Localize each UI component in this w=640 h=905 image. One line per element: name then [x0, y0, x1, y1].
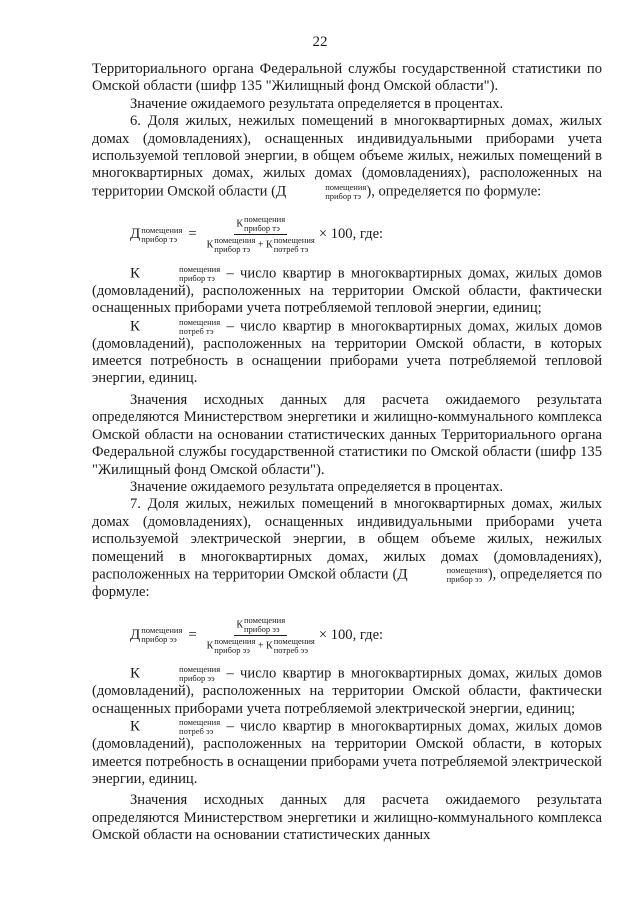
paragraph: Значение ожидаемого результата определяется в процентах. [130, 95, 504, 112]
symbol-K: К [130, 718, 141, 735]
subscript: прибор тэ [141, 233, 178, 244]
symbol-indices [141, 665, 220, 683]
definition [92, 665, 602, 718]
subscript: потреб тэ [273, 244, 309, 255]
definition [92, 318, 602, 388]
superscript: помещения [179, 263, 221, 274]
symbol-indices [287, 183, 366, 201]
subscript: прибор ээ [243, 623, 280, 634]
symbol-indices [214, 236, 255, 254]
paragraph-item-7 [92, 496, 602, 601]
definition [92, 265, 602, 318]
equals-sign: = [188, 626, 197, 643]
definition-text: – число квартир в многоквартирных домах, жилых домов (домовладений), расположенных на территории Омской области, в которых имеется потребность в оснащении приборами учета потребляемой электрической энергии, единиц. [92, 718, 602, 787]
symbol-indices [141, 265, 220, 283]
page-number: 22 [312, 34, 328, 50]
superscript: помещения [273, 235, 315, 246]
denominator [207, 636, 315, 655]
definition-text: – число квартир в многоквартирных домах, жилых домов (домовладений), расположенных на территории Омской области, в которых имеется потребность в оснащении приборами учета потребляемой тепловой энергии, единиц. [92, 318, 602, 387]
subscript: прибор ээ [446, 573, 483, 584]
symbol-K: К [206, 640, 214, 652]
subscript: потреб ээ [273, 644, 308, 655]
subscript: потреб тэ [179, 325, 214, 336]
symbol-D: Д [397, 566, 408, 583]
plus-sign: + [257, 239, 264, 251]
subscript: прибор ээ [179, 673, 215, 684]
superscript: помещения [325, 181, 367, 192]
symbol-K: К [130, 665, 141, 682]
superscript: помещения [214, 235, 256, 246]
definition-text: – число квартир в многоквартирных домах, жилых домов (домовладений), расположенных на территории Омской области, фактически оснащенных приборами учета потребляемой электрической энергии, единиц; [92, 665, 602, 717]
symbol-K: К [266, 239, 273, 251]
symbol-indices [141, 718, 220, 736]
plus-sign: + [257, 640, 264, 652]
superscript: помещения [214, 635, 256, 646]
paragraph-text: ), определяется по формуле: [366, 183, 542, 200]
superscript: помещения [179, 316, 221, 327]
subscript: прибор тэ [325, 190, 362, 201]
symbol-indices [274, 637, 315, 655]
symbol-indices [244, 215, 285, 233]
symbol-K: К [266, 640, 273, 652]
paragraph-item-6 [92, 113, 602, 201]
subscript: прибор ээ [141, 634, 177, 645]
superscript: помещения [273, 635, 315, 646]
formula-heat [130, 213, 602, 257]
symbol-indices [274, 236, 315, 254]
symbol-K: К [130, 318, 141, 334]
paragraph-text: ), определяется по формуле: [92, 566, 602, 600]
numerator [234, 215, 287, 235]
symbol-D: Д [130, 226, 141, 243]
symbol-K: К [206, 239, 214, 251]
paragraph-text: 7. Доля жилых, нежилых помещений в многоквартирных домах, жилых домах (домовладениях), оснащенных индивидуальными приборами учета используемой электрической энергии, в общем объеме жилых, нежилых помещений в многоквартирных домах, жилых домах (домовладениях), расположенных на территории Омской области ( [92, 496, 602, 583]
symbol-indices [141, 626, 182, 644]
equals-sign: = [188, 226, 197, 243]
paragraph: Значения исходных данных для расчета ожидаемого результата определяются Министерством энергетики и жилищно-коммунального комплекса Омской области на основании статистических данных [92, 792, 602, 844]
symbol-K: К [130, 265, 141, 282]
paragraph: Значения исходных данных для расчета ожидаемого результата определяются Министерством энергетики и жилищно-коммунального комплекса Омской области на основании статистических данных Территориального органа Федеральной службы государственной статистики по Омской области (шифр 135 "Жилищный фонд Омской области"). [92, 391, 602, 478]
symbol-indices [244, 616, 285, 634]
paragraph: Территориального органа Федеральной службы государственной статистики по Омской области (шифр 135 "Жилищный фонд Омской области"). [92, 61, 602, 95]
definition [92, 718, 602, 788]
symbol-K: К [236, 218, 243, 230]
superscript: помещения [243, 214, 286, 225]
paragraph: Значение ожидаемого результата определяется в процентах. [130, 478, 504, 495]
subscript: прибор тэ [243, 223, 280, 234]
fraction [207, 616, 315, 655]
symbol-indices [214, 637, 255, 655]
denominator [207, 235, 315, 254]
paragraph-text: 6. Доля жилых, нежилых помещений в многоквартирных домах, жилых домах (домовладениях), оснащенных индивидуальными приборами учета используемой тепловой энергии, в общем объеме жилых, нежилых помещений в многоквартирных домах, жилых домах (домовладениях), расположенных на территории Омской области ( [92, 113, 602, 200]
definition-text: – число квартир в многоквартирных домах, жилых домов (домовладений), расположенных на территории Омской области, фактически оснащенных приборами учета потребляемой тепловой энергии, единиц; [92, 265, 602, 317]
superscript: помещения [141, 224, 183, 235]
symbol-D: Д [275, 183, 287, 200]
superscript: помещения [179, 717, 221, 728]
symbol-D: Д [130, 626, 141, 643]
subscript: прибор тэ [179, 272, 215, 283]
superscript: помещения [141, 625, 183, 636]
subscript: прибор ээ [214, 644, 250, 655]
symbol-indices [409, 566, 488, 584]
superscript: помещения [179, 664, 221, 675]
superscript: помещения [243, 614, 286, 625]
fraction [207, 215, 315, 254]
subscript: потреб ээ [179, 726, 214, 737]
symbol-K: К [236, 619, 243, 631]
formula-electric [130, 613, 602, 657]
symbol-indices [141, 318, 220, 336]
subscript: прибор тэ [214, 244, 251, 255]
formula-tail: × 100, где: [318, 626, 384, 643]
numerator [234, 616, 287, 636]
symbol-indices [141, 226, 182, 244]
document-body [92, 61, 602, 845]
formula-tail: × 100, где: [318, 226, 384, 243]
superscript: помещения [446, 564, 488, 575]
